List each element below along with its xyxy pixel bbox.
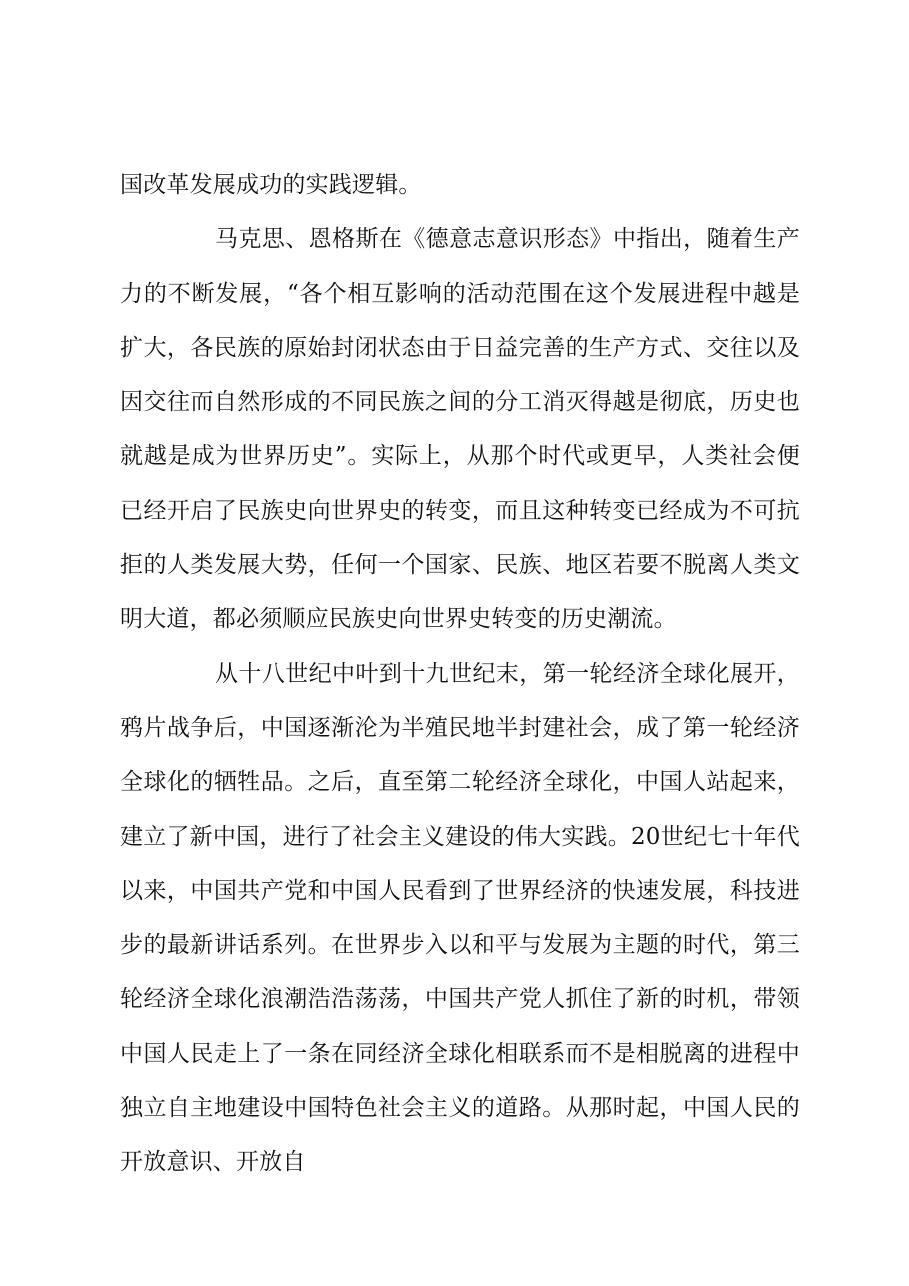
paragraph-continuation: 国改革发展成功的实践逻辑。: [120, 172, 422, 198]
paragraph-globalization: 从十八世纪中叶到十九世纪末，第一轮经济全球化展开，鸦片战争后，中国逐渐沦为半殖民地半封建社会，成了第一轮经济全球化的牺牲品。之后，直至第二轮经济全球化，中国人站起来，建立了新中国，进行了社会主义建设的伟大实践。20世纪七十年代以来，中国共产党和中国人民看到了世界经济的快速发展，科技进步的最新讲话系列。在世界步入以和平与发展为主题的时代，第三轮经济全球化浪潮浩浩荡荡，中国共产党人抓住了新的时机，带领中国人民走上了一条在同经济全球化相联系而不是相脱离的进程中独立自主地建设中国特色社会主义的道路。从那时起，中国人民的开放意识、开放自: [120, 660, 800, 1176]
document-body: [120, 158, 800, 1190]
paragraph-marx-engels: 马克思、恩格斯在《德意志意识形态》中指出，随着生产力的不断发展，“各个相互影响的活动范围在这个发展进程中越是扩大，各民族的原始封闭状态由于日益完善的生产方式、交往以及因交往而自然形成的不同民族之间的分工消灭得越是彻底，历史也就越是成为世界历史”。实际上，从那个时代或更早，人类社会便已经开启了民族史向世界史的转变，而且这种转变已经成为不可抗拒的人类发展大势，任何一个国家、民族、地区若要不脱离人类文明大道，都必须顺应民族史向世界史转变的历史潮流。: [120, 226, 800, 633]
